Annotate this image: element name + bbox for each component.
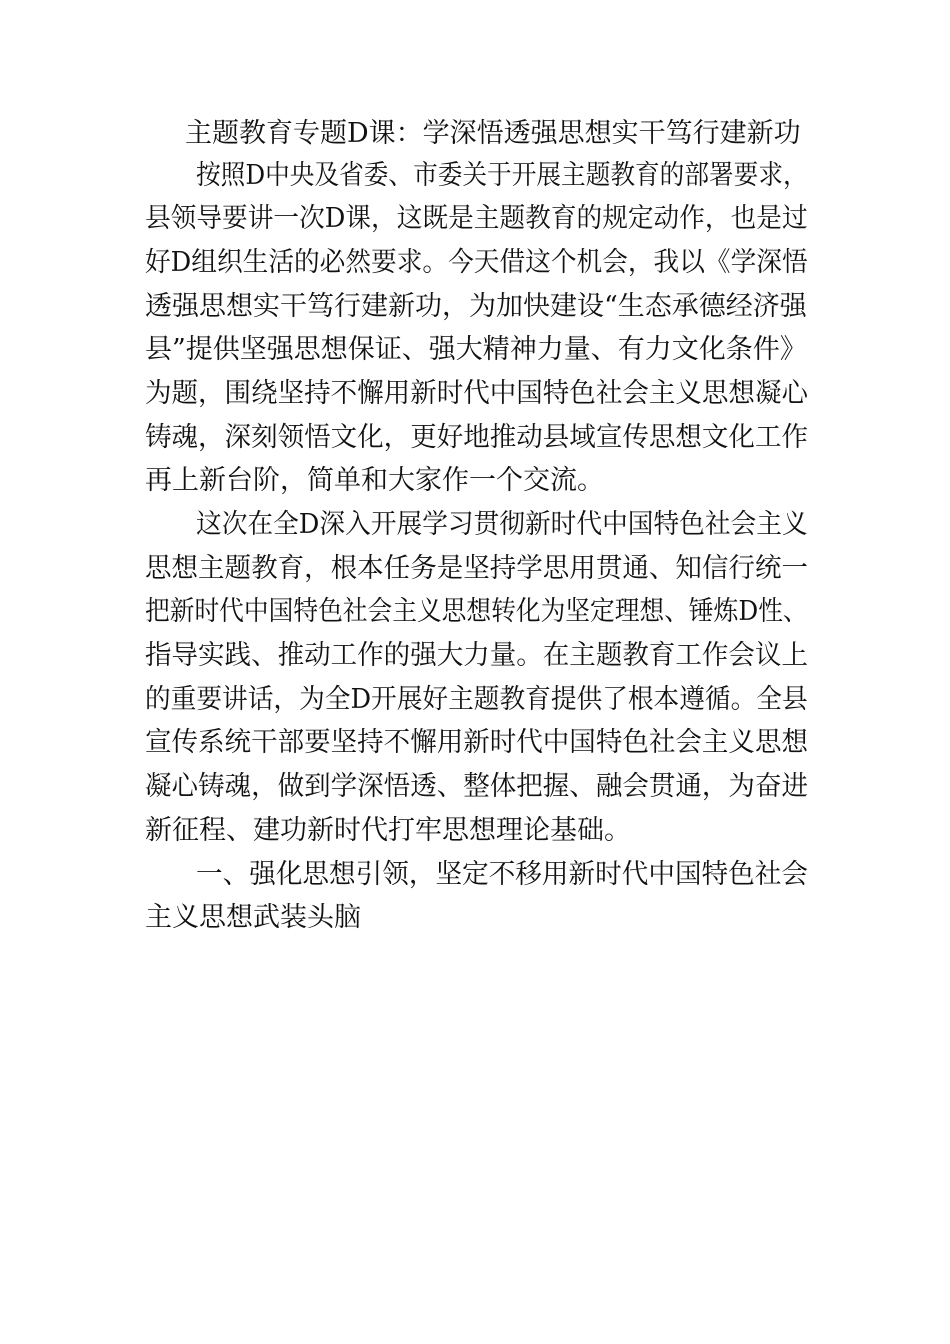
paragraph-line: 新征程、建功新时代打牢思想理论基础。 <box>145 815 631 846</box>
paragraph-line: 铸魂，深刻领悟文化，更好地推动县域宣传思想文化工作 <box>145 422 808 453</box>
document-title: 主题教育专题D课：学深悟透强思想实干笃行建新功 <box>185 118 801 149</box>
paragraph-line: 县”提供坚强思想保证、强大精神力量、有力文化条件》 <box>145 334 807 365</box>
paragraph-line: 好D组织生活的必然要求。今天借这个机会，我以《学深悟 <box>145 247 808 278</box>
paragraph-line: 思想主题教育，根本任务是坚持学思用贯通、知信行统一 <box>145 553 808 584</box>
paragraph-line: 县领导要讲一次D课，这既是主题教育的规定动作，也是过 <box>145 203 808 234</box>
paragraph-line: 这次在全D深入开展学习贯彻新时代中国特色社会主义 <box>196 509 808 540</box>
paragraph-line: 按照D中央及省委、市委关于开展主题教育的部署要求， <box>196 160 808 191</box>
section-heading: 主义思想武装头脑 <box>145 902 361 933</box>
paragraph-line: 的重要讲话，为全D开展好主题教育提供了根本遵循。全县 <box>145 684 808 715</box>
paragraph-line: 凝心铸魂，做到学深悟透、整体把握、融会贯通，为奋进 <box>145 771 808 802</box>
paragraph-line: 宣传系统干部要坚持不懈用新时代中国特色社会主义思想 <box>145 727 808 758</box>
paragraph-line: 再上新台阶，简单和大家作一个交流。 <box>145 465 604 496</box>
section-heading: 一、强化思想引领，坚定不移用新时代中国特色社会 <box>196 859 808 890</box>
paragraph-line: 指导实践、推动工作的强大力量。在主题教育工作会议上 <box>145 640 808 671</box>
paragraph-line: 为题，围绕坚持不懈用新时代中国特色社会主义思想凝心 <box>145 378 808 409</box>
paragraph-line: 把新时代中国特色社会主义思想转化为坚定理想、锤炼D性、 <box>145 596 808 627</box>
paragraph-line: 透强思想实干笃行建新功，为加快建设“生态承德经济强 <box>145 291 807 322</box>
